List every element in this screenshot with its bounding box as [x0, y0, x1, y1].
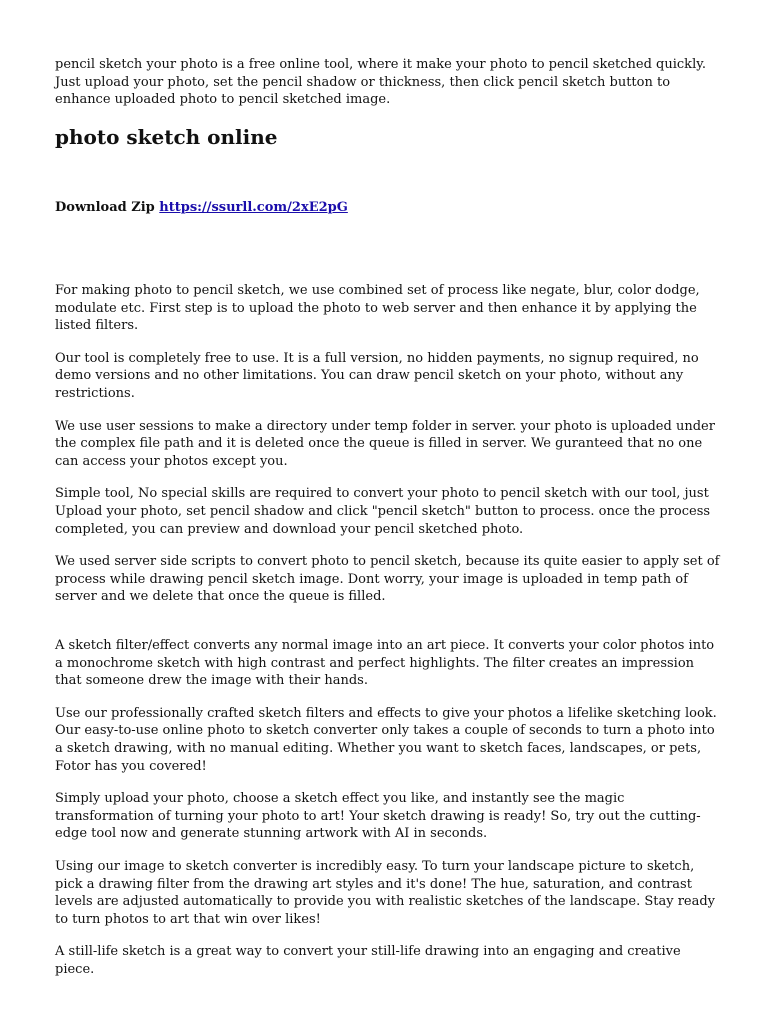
intro-paragraph: pencil sketch your photo is a free online tool, where it make your photo to pencil sketched quickly. Just upload your photo, set the pencil shadow or thickness, then click pencil sketch button to enhance uploaded photo to pencil sketched image. [55, 57, 706, 108]
paragraph: We used server side scripts to convert photo to pencil sketch, because its quite easier to apply set of process while drawing pencil sketch image. Dont worry, your image is uploaded in temp path of server and we delete that once the queue is filled. [55, 554, 720, 605]
section-2 [55, 637, 720, 994]
section-1 [55, 282, 720, 621]
paragraph: We use user sessions to make a directory under temp folder in server. your photo is uploaded under the complex file path and it is deleted once the queue is filled in server. We guranteed that no one can access your photos except you. [55, 418, 715, 469]
download-link[interactable]: https://ssurll.com/2xE2pG [159, 200, 348, 215]
paragraph: For making photo to pencil sketch, we use combined set of process like negate, blur, color dodge, modulate etc. First step is to upload the photo to web server and then enhance it by applying the listed filters. [55, 283, 700, 334]
page-title: photo sketch online [55, 125, 278, 149]
download-label: Download Zip [55, 200, 155, 215]
paragraph: Our tool is completely free to use. It is a full version, no hidden payments, no signup required, no demo versions and no other limitations. You can draw pencil sketch on your photo, without any restrictions. [55, 350, 699, 401]
download-line [55, 199, 348, 217]
paragraph: A still-life sketch is a great way to convert your still-life drawing into an engaging and creative piece. [55, 944, 681, 977]
paragraph: A sketch filter/effect converts any normal image into an art piece. It converts your color photos into a monochrome sketch with high contrast and perfect highlights. The filter creates an impression that someone drew the image with their hands. [55, 638, 715, 689]
paragraph: Simple tool, No special skills are required to convert your photo to pencil sketch with our tool, just Upload your photo, set pencil shadow and click "pencil sketch" button to process. once the process completed, you can preview and download your pencil sketched photo. [55, 486, 711, 537]
paragraph: Simply upload your photo, choose a sketch effect you like, and instantly see the magic transformation of turning your photo to art! Your sketch drawing is ready! So, try out the cutting-edge tool now and generate stunning artwork with AI in seconds. [55, 791, 701, 842]
paragraph: Using our image to sketch converter is incredibly easy. To turn your landscape picture to sketch, pick a drawing filter from the drawing art styles and it's done! The hue, saturation, and contrast levels are adjusted automatically to provide you with realistic sketches of the landscape. Stay ready to turn photos to art that win over likes! [55, 858, 716, 927]
paragraph: Use our professionally crafted sketch filters and effects to give your photos a lifelike sketching look. Our easy-to-use online photo to sketch converter only takes a couple of seconds to turn a photo into a sketch drawing, with no manual editing. Whether you want to sketch faces, landscapes, or pets, Fotor has you covered! [55, 705, 717, 774]
